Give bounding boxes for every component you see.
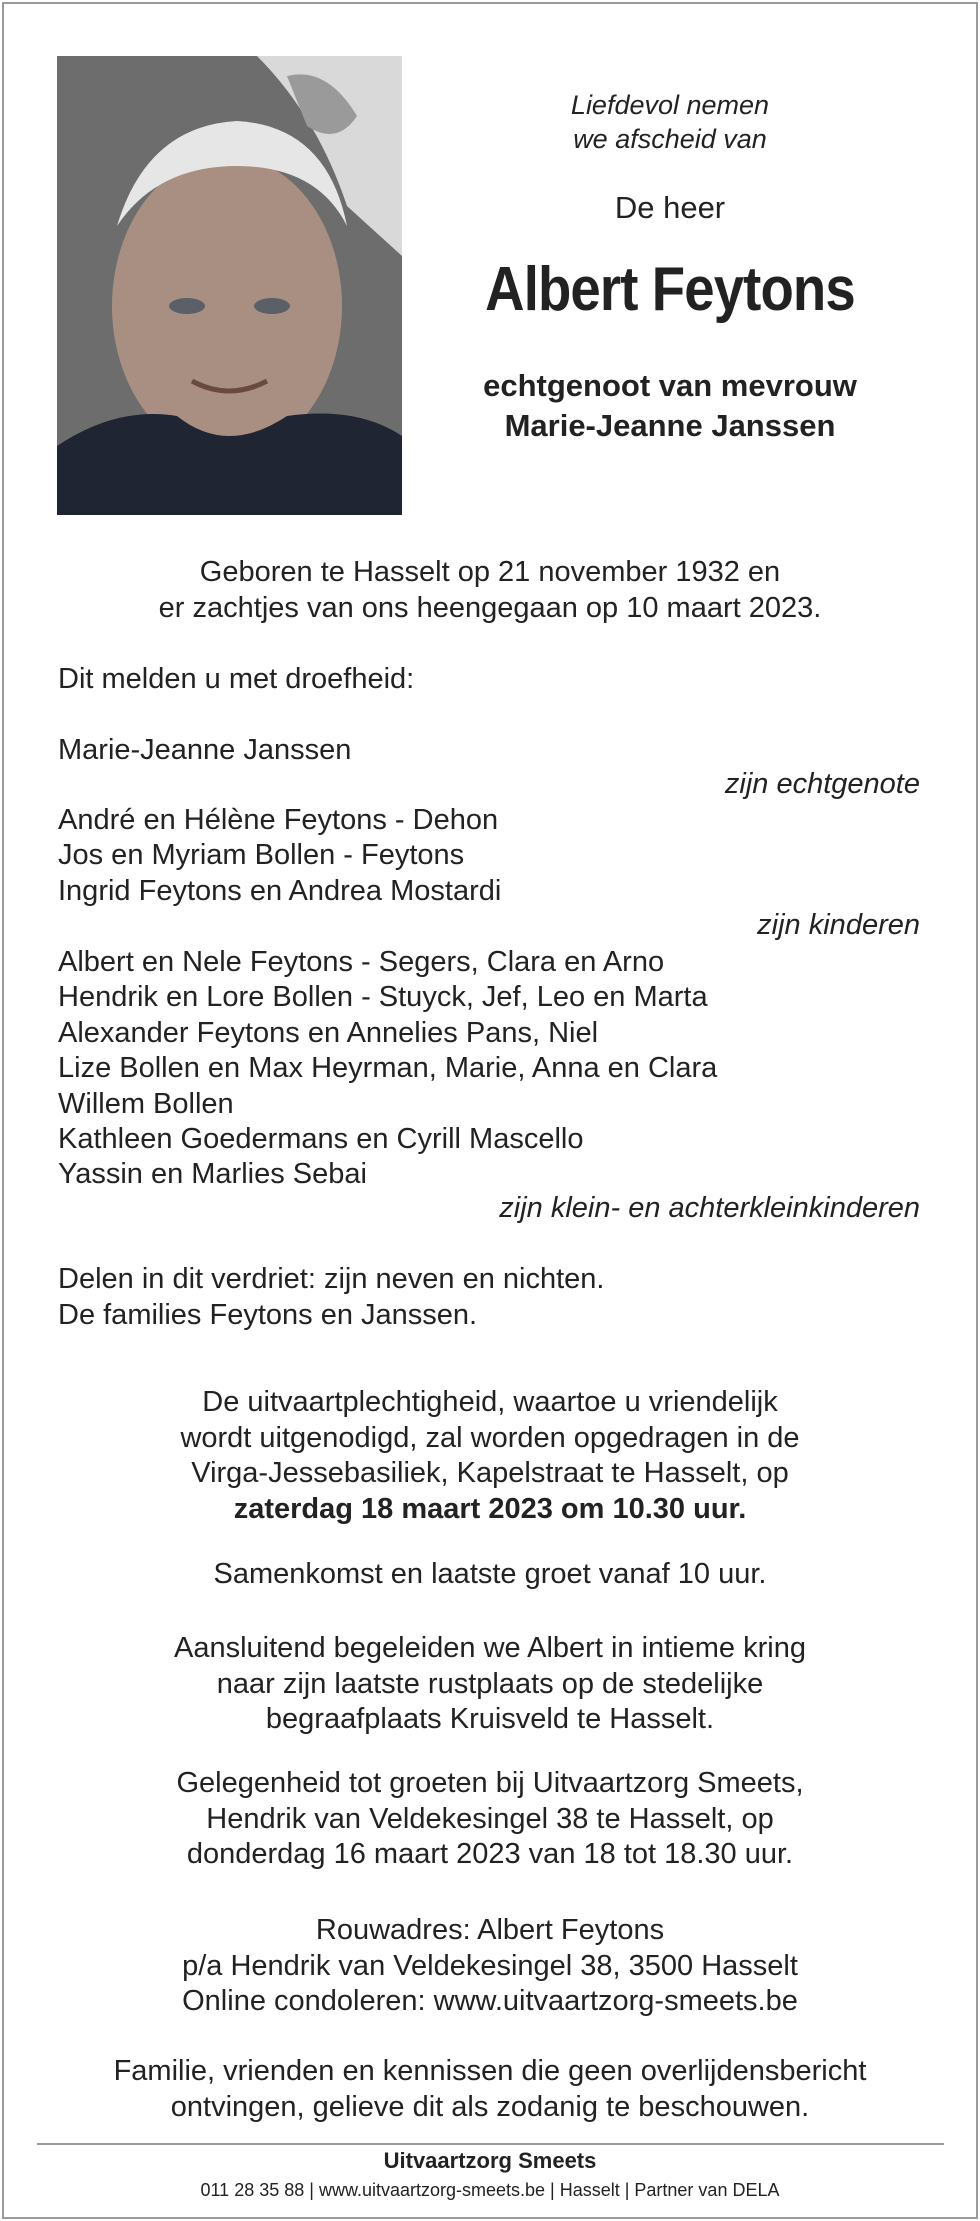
burial-line: naar zijn laatste rustplaats op de stedelijke: [216, 1667, 764, 1700]
spouse-line: Marie-Jeanne Janssen: [504, 408, 836, 443]
list-item: Hendrik en Lore Bollen - Stuyck, Jef, Leo en Marta: [58, 981, 708, 1014]
grandchildren-role: zijn klein- en achterkleinkinderen: [499, 1192, 920, 1224]
visitation-line: Hendrik van Veldekesingel 38 te Hasselt, op: [206, 1802, 774, 1835]
address-line: Rouwadres: Albert Feytons: [315, 1914, 665, 1946]
announce-text: Dit melden u met droefheid:: [58, 663, 415, 695]
sharing-line: De families Feytons en Janssen.: [58, 1298, 478, 1331]
burial-text: [0, 1631, 980, 1738]
list-item: Albert en Nele Feytons - Segers, Clara en Arno: [58, 946, 665, 978]
ceremony-line: Virga-Jessebasiliek, Kapelstraat te Hasselt, op: [191, 1457, 789, 1489]
list-item: Alexander Feytons en Annelies Pans, Niel: [58, 1016, 599, 1049]
ceremony-date: zaterdag 18 maart 2023 om 10.30 uur.: [233, 1492, 747, 1525]
address-text: [0, 1913, 980, 2020]
portrait-photo: [57, 56, 402, 515]
footer-divider: [37, 2143, 944, 2145]
closing-line: ontvingen, gelieve dit als zodanig te beschouwen.: [170, 2090, 810, 2123]
birth-line: Geboren te Hasselt op 21 november 1932 en: [199, 556, 781, 588]
honorific: De heer: [614, 190, 726, 225]
grandchildren-list: [58, 945, 717, 1193]
intro-line: Liefdevol nemen: [570, 90, 770, 120]
funeral-home-contact: 011 28 35 88 | www.uitvaartzorg-smeets.be | Hasselt | Partner van DELA: [200, 2180, 780, 2200]
funeral-home-name: Uitvaartzorg Smeets: [383, 2148, 597, 2173]
deceased-name: Albert Feytons: [485, 255, 855, 324]
closing-line: Familie, vrienden en kennissen die geen overlijdensbericht: [113, 2055, 867, 2087]
list-item: Ingrid Feytons en Andrea Mostardi: [58, 874, 502, 907]
spouse-role: zijn echtgenote: [724, 768, 920, 800]
gathering-text: Samenkomst en laatste groet vanaf 10 uur.: [213, 1558, 767, 1590]
intro-line: we afscheid van: [573, 124, 767, 154]
burial-line: Aansluitend begeleiden we Albert in intieme kring: [174, 1632, 806, 1664]
spouse-heading: [420, 366, 920, 446]
ceremony-text: [0, 1385, 980, 1527]
sharing-line: Delen in dit verdriet: zijn neven en nichten.: [58, 1263, 605, 1295]
list-item: Willem Bollen: [58, 1087, 234, 1120]
visitation-line: donderdag 16 maart 2023 van 18 tot 18.30 uur.: [186, 1838, 794, 1870]
visitation-line: Gelegenheid tot groeten bij Uitvaartzorg Smeets,: [176, 1767, 804, 1799]
children-list: [58, 803, 501, 909]
burial-line: begraafplaats Kruisveld te Hasselt.: [265, 1703, 715, 1735]
list-item: Lize Bollen en Max Heyrman, Marie, Anna en Clara: [58, 1052, 718, 1085]
children-role: zijn kinderen: [757, 909, 920, 941]
spouse-line: echtgenoot van mevrouw: [483, 368, 857, 403]
ceremony-line: De uitvaartplechtigheid, waartoe u vriendelijk: [202, 1386, 778, 1418]
birth-death-text: [0, 555, 980, 626]
spouse-list: [58, 733, 351, 768]
list-item: Jos en Myriam Bollen - Feytons: [58, 839, 465, 872]
address-line: p/a Hendrik van Veldekesingel 38, 3500 Hasselt: [182, 1949, 798, 1982]
ceremony-line: wordt uitgenodigd, zal worden opgedragen in de: [180, 1421, 800, 1454]
list-item: Yassin en Marlies Sebai: [58, 1158, 367, 1191]
intro-text: [420, 88, 920, 156]
list-item: André en Hélène Feytons - Dehon: [58, 804, 499, 836]
death-line: er zachtjes van ons heengegaan op 10 maart 2023.: [158, 591, 822, 624]
condolence-line: Online condoleren: www.uitvaartzorg-smeets.be: [182, 1985, 798, 2017]
list-item: Kathleen Goedermans en Cyrill Mascello: [58, 1123, 584, 1156]
sharing-text: [58, 1262, 604, 1333]
visitation-text: [0, 1766, 980, 1873]
closing-text: [0, 2054, 980, 2125]
list-item: Marie-Jeanne Janssen: [58, 734, 352, 766]
